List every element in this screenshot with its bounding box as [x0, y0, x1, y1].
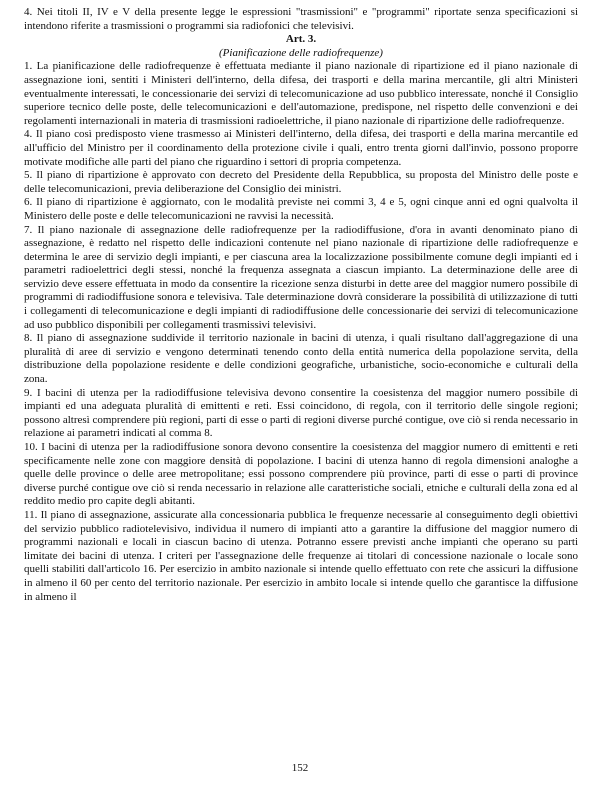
paragraph-comma-10: 10. I bacini di utenza per la radiodiffusione sonora devono consentire la coesistenza del maggior numero di emittenti e reti specificamente nelle zone con maggiore densità di popolazione. I bacini di utenza hanno di regola dimensioni analoghe a quelle delle province o delle aree metropolitane; essi possono comprendere più province, parti di esse o parti di province diverse purché contigue ove ciò si renda necessario in relazione alle caratteristiche sociali, etniche e culturali della zona ed al reddito medio pro capite degli abitanti. [24, 441, 578, 508]
paragraph-comma-9: 9. I bacini di utenza per la radiodiffusione televisiva devono consentire la coesistenza del maggior numero possibile di impianti ed una adeguata pluralità di emittenti e reti. Essi coincidono, di regola, con il territorio delle singole regioni; possono altresì comprendere più regioni, parti di esse o parti di regioni diverse purché contigue, ove ciò si renda necessario in relazione ai parametri indicati al comma 8. [24, 386, 578, 440]
paragraph-comma-7: 7. Il piano nazionale di assegnazione delle radiofrequenze per la radiodiffusione, d'ora in avanti denominato piano di assegnazione, è redatto nel rispetto delle indicazioni contenute nel piano nazionale di ripartizione delle radiofrequenze e determina le aree di servizio degli impianti, e per ciascuna area la localizzazione possibilmente comune degli impianti ed i parametri radioelettrici degli stessi, nonché la frequenza assegnata a ciascun impianto. La determinazione delle aree di servizio deve essere effettuata in modo da consentire la ricezione senza disturbi in dette aree del maggior numero possibile di programmi di radiodiffusione sonora e televisiva. Tale determinazione dovrà considerare la possibilità di utilizzazione di tutti i collegamenti di telecomunicazione e degli impianti di radiodiffusione delle concessionarie dei servizi di telecomunicazione ad uso pubblico disponibili per collegamenti trasmissivi televisivi. [24, 223, 578, 331]
intro-paragraph: 4. Nei titoli II, IV e V della presente legge le espressioni "trasmissioni" e "programmi" riportate senza specificazioni si intendono riferite a trasmissioni o programmi sia radiofonici che televisivi. [24, 6, 578, 32]
article-title: Art. 3. [285, 33, 317, 46]
page-number: 152 [291, 762, 309, 774]
paragraph-comma-4: 4. Il piano così predisposto viene trasmesso ai Ministeri dell'interno, della difesa, dei trasporti e della marina mercantile ed all'ufficio del Ministro per il coordinamento della protezione civile i quali, entro trenta giorni dall'invio, possono proporre motivate modifiche alle parti del piano che riguardino i settori di propria competenza. [24, 128, 578, 168]
paragraph-comma-1: 1. La pianificazione delle radiofrequenze è effettuata mediante il piano nazionale di ripartizione ed il piano nazionale di assegnazione ioni, sentiti i Ministeri dell'interno, della difesa, dei trasporti e della marina mercantile, gli altri Ministeri eventualmente interessati, le concessionarie dei servizi di telecomunicazione ad uso pubblico interessate, nonché il Consiglio superiore tecnico delle poste, delle telecomunicazioni e dell'automazione, predispone, nel rispetto delle convenzioni e dei regolamenti internazionali in materia di trasmissioni radioelettriche, il piano nazionale di ripartizione delle radiofrequenze. [24, 60, 578, 127]
paragraph-comma-5: 5. Il piano di ripartizione è approvato con decreto del Presidente della Repubblica, su proposta del Ministro delle poste e delle telecomunicazioni, previa deliberazione del Consiglio dei ministri. [24, 169, 578, 195]
article-subtitle: (Pianificazione delle radiofrequenze) [219, 46, 383, 59]
paragraph-comma-8: 8. Il piano di assegnazione suddivide il territorio nazionale in bacini di utenza, i quali risultano dall'aggregazione di una pluralità di aree di servizio e vengono determinati tenendo conto della entità numerica della popolazione servita, della distribuzione della popolazione residente e delle condizioni geografiche, urbanistiche, socio-economiche e culturali della zona. [24, 332, 578, 386]
paragraph-comma-11: 11. Il piano di assegnazione, assicurate alla concessionaria pubblica le frequenze necessarie al conseguimento degli obiettivi del servizio pubblico radiotelevisivo, individua il numero di impianti atto a garantire la diffusione del maggior numero di programmi nazionali e locali in ciascun bacino di utenza. Potranno essere previsti anche impianti che operano su parti limitate dei bacini di utenza. I criteri per l'assegnazione delle frequenze ai titolari di concessione nazionale o locale sono quelli stabiliti dall'articolo 16. Per esercizio in ambito nazionale si intende quello effettuato con rete che assicuri la diffusione in almeno il 60 per cento del territorio nazionale. Per esercizio in ambito locale si intende quello che garantisce la diffusione in almeno il [24, 508, 578, 603]
paragraph-comma-6: 6. Il piano di ripartizione è aggiornato, con le modalità previste nei commi 3, 4 e 5, ogni cinque anni ed ogni qualvolta il Ministero delle poste e delle telecomunicazioni ne ravvisi la necessità. [24, 196, 578, 222]
